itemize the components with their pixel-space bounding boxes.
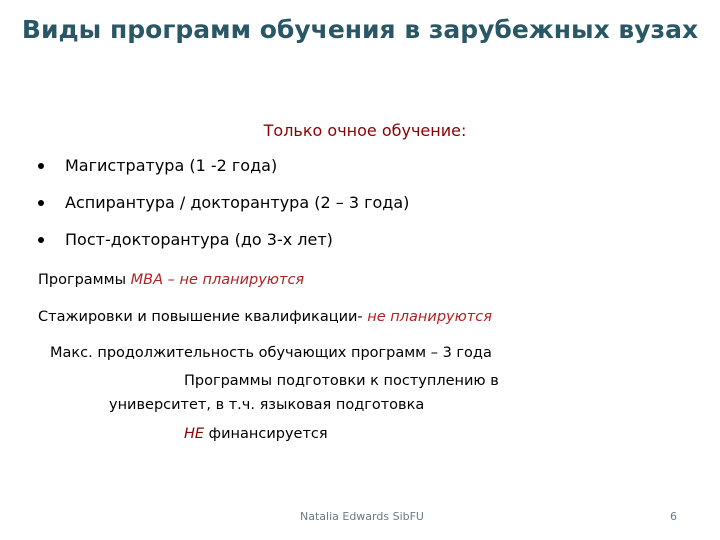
subheading-full-time-only: Только очное обучение: [263,121,467,140]
mba-line [38,272,304,288]
list-item [38,193,409,230]
funding-line [184,426,328,442]
bullet-icon [38,163,44,169]
list-item-label: Пост-докторантура (до 3-х лет) [65,230,333,249]
mba-prefix: Программы [38,272,131,288]
not-word: НЕ [184,426,205,442]
footer-author: Natalia Edwards SibFU [300,510,424,523]
funded-text: финансируется [204,426,328,442]
prep-programs-line1: Программы подготовки к поступлению в [184,373,499,389]
slide-title: Виды программ обучения в зарубежных вузах [21,15,699,44]
max-duration-line: Макс. продолжительность обучающих программ – 3 года [50,345,492,361]
list-item [38,156,409,193]
list-item [38,230,409,267]
internships-line [38,309,492,325]
page-number: 6 [670,510,677,523]
prep-programs-line2: университет, в т.ч. языковая подготовка [109,397,425,413]
bullet-icon [38,237,44,243]
mba-status: MBA – не планируются [130,272,305,288]
program-list [38,156,409,267]
internships-prefix: Стажировки и повышение квалификации- [38,309,368,325]
bullet-icon [38,200,44,206]
list-item-label: Магистратура (1 -2 года) [65,156,278,175]
internships-status: не планируются [367,309,492,325]
list-item-label: Аспирантура / докторантура (2 – 3 года) [65,193,410,212]
